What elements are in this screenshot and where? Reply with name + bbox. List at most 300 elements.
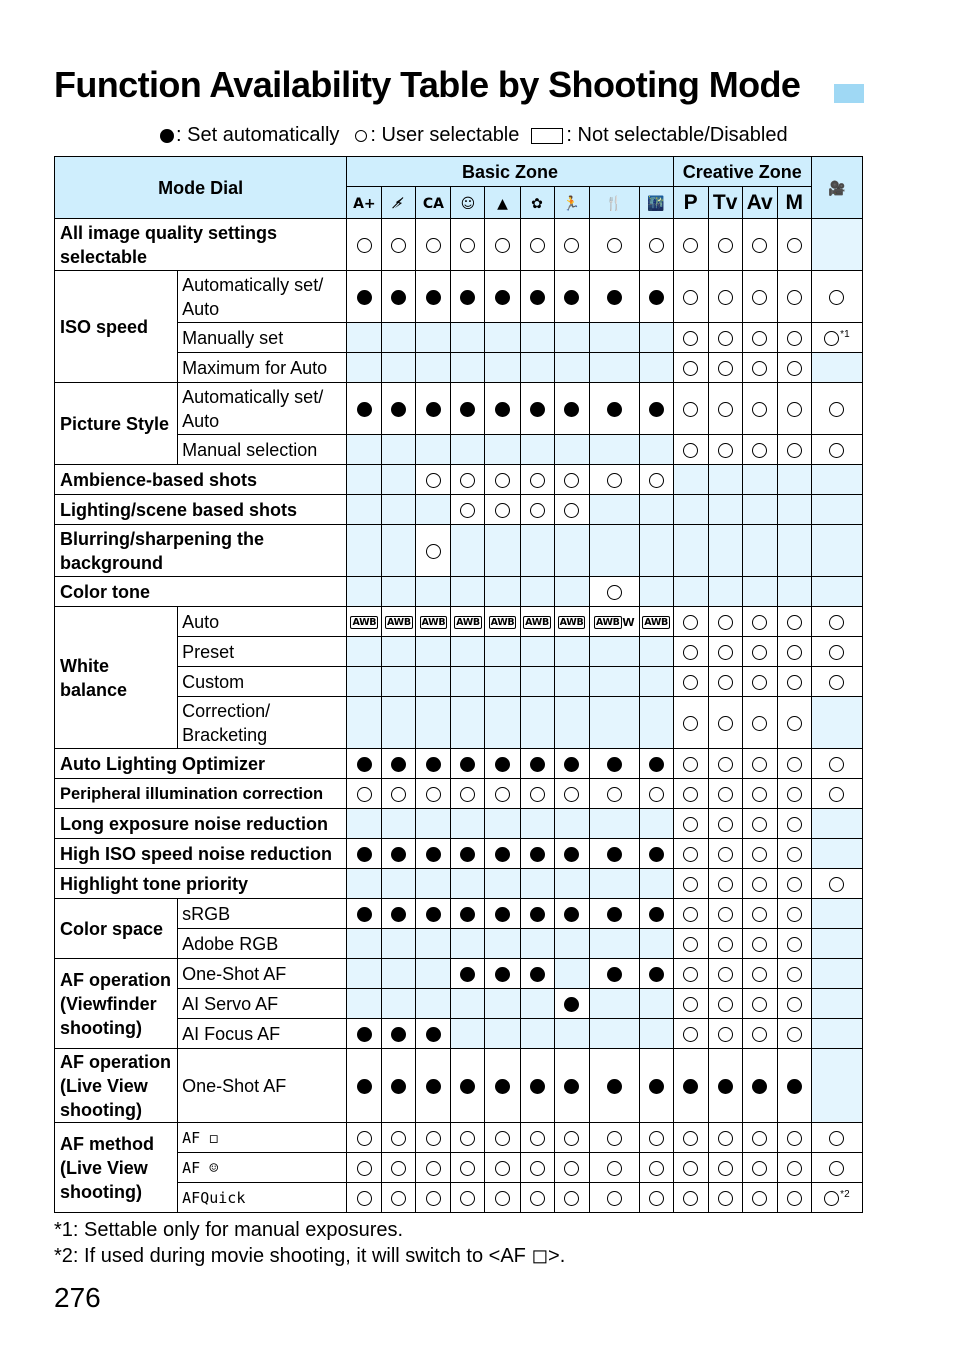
cell-selectable: [777, 435, 811, 465]
cell-disabled: [485, 929, 520, 959]
row-sublabel: [178, 1019, 347, 1049]
cell-disabled: [520, 637, 554, 667]
cell-disabled: [708, 465, 742, 495]
cell-selectable: [639, 1183, 673, 1213]
selectable-ring-icon: [787, 675, 802, 690]
cell-auto: [416, 749, 451, 779]
auto-dot-icon: [357, 1027, 372, 1042]
cell-selectable: [708, 637, 742, 667]
auto-dot-icon: [530, 290, 545, 305]
cell-auto: [639, 899, 673, 929]
cell-selectable: [708, 899, 742, 929]
cell-disabled: [382, 929, 416, 959]
cell-disabled: [451, 637, 485, 667]
cell-awb: [554, 607, 589, 637]
cell-disabled: [589, 323, 639, 353]
auto-dot-icon: [530, 402, 545, 417]
cell-disabled: [673, 495, 708, 525]
creative-auto-icon: CA: [422, 195, 444, 212]
cell-disabled: [639, 353, 673, 383]
cell-disabled: [416, 959, 451, 989]
cell-disabled: [485, 435, 520, 465]
cell-auto: [451, 1049, 485, 1123]
selectable-ring-icon: [718, 1161, 733, 1176]
cell-auto: [416, 899, 451, 929]
cell-selectable: [742, 839, 777, 869]
cell-disabled: [554, 667, 589, 697]
cell-selectable: [347, 1183, 382, 1213]
cell-disabled: [382, 465, 416, 495]
cell-selectable: [777, 779, 811, 809]
cell-disabled: [485, 525, 520, 577]
cell-selectable: [777, 749, 811, 779]
auto-dot-icon: [460, 402, 475, 417]
row-sublabel-text: Automatically set/ Auto: [182, 274, 324, 319]
cell-selectable: [811, 1183, 862, 1213]
cell-auto: [589, 899, 639, 929]
mode-header-basic: [520, 187, 554, 219]
cell-auto: [708, 1049, 742, 1123]
cell-auto: [347, 271, 382, 323]
cell-selectable: [742, 697, 777, 749]
cell-selectable: [673, 383, 708, 435]
selectable-ring-icon: [718, 1191, 733, 1206]
cell-selectable: [416, 465, 451, 495]
cell-disabled: [347, 465, 382, 495]
row-label: AF operation (Live View shooting): [55, 1049, 178, 1123]
cell-selectable: [485, 1183, 520, 1213]
cell-auto: [382, 271, 416, 323]
cell-disabled: [451, 525, 485, 577]
selectable-ring-icon: [752, 238, 767, 253]
selectable-ring-icon: [787, 757, 802, 772]
cell-selectable: [777, 929, 811, 959]
selectable-ring-icon: [752, 787, 767, 802]
basic-zone-header: Basic Zone: [347, 157, 673, 187]
selectable-ring-icon: [787, 1131, 802, 1146]
auto-dot-icon: [564, 402, 579, 417]
cell-auto: [485, 839, 520, 869]
cell-disabled: [485, 989, 520, 1019]
cell-disabled: [554, 869, 589, 899]
cell-disabled: [811, 495, 862, 525]
mode-m-label: M: [785, 190, 804, 214]
mode-header-basic: [589, 187, 639, 219]
table-row: [55, 465, 863, 495]
selectable-ring-icon: [460, 473, 475, 488]
cell-selectable: [742, 899, 777, 929]
cell-selectable: [811, 637, 862, 667]
selectable-ring-icon: [607, 1191, 622, 1206]
auto-dot-icon: [391, 847, 406, 862]
row-sublabel-text: One-Shot AF: [182, 1075, 287, 1096]
auto-dot-icon: [564, 847, 579, 862]
cell-selectable: [777, 607, 811, 637]
cell-selectable: [589, 779, 639, 809]
row-sublabel-text: Adobe RGB: [182, 933, 279, 954]
cell-selectable: [673, 989, 708, 1019]
cell-disabled: [382, 323, 416, 353]
auto-dot-icon: [495, 1079, 510, 1094]
cell-awb: [485, 607, 520, 637]
selectable-ring-icon: [787, 402, 802, 417]
cell-disabled: [639, 809, 673, 839]
cell-disabled: [742, 577, 777, 607]
selectable-ring-icon: [683, 787, 698, 802]
cell-disabled: [347, 959, 382, 989]
selectable-ring-icon: [391, 1131, 406, 1146]
auto-dot-icon: [357, 402, 372, 417]
selectable-ring-icon: [752, 615, 767, 630]
mode-p-label: P: [683, 190, 698, 214]
auto-dot-icon: [564, 1079, 579, 1094]
cell-selectable: [742, 1153, 777, 1183]
cell-selectable: [639, 779, 673, 809]
selectable-ring-icon: [495, 787, 510, 802]
selectable-ring-icon: [752, 757, 767, 772]
cell-selectable: [520, 779, 554, 809]
auto-dot-icon: [426, 907, 441, 922]
selectable-ring-icon: [683, 1027, 698, 1042]
cell-disabled: [811, 929, 862, 959]
cell-disabled: [520, 435, 554, 465]
cell-selectable: [673, 1019, 708, 1049]
auto-dot-icon: [391, 1079, 406, 1094]
selectable-ring-icon: [426, 1161, 441, 1176]
auto-dot-icon: [787, 1079, 802, 1094]
cell-selectable: [742, 219, 777, 271]
cell-selectable: [708, 989, 742, 1019]
cell-disabled: [347, 989, 382, 1019]
cell-disabled: [589, 667, 639, 697]
cell-disabled: [589, 809, 639, 839]
auto-dot-icon: [649, 907, 664, 922]
cell-selectable: [811, 323, 862, 353]
cell-selectable: [639, 1123, 673, 1153]
cell-disabled: [347, 435, 382, 465]
cell-disabled: [811, 1019, 862, 1049]
footnote-2: *2: If used during movie shooting, it will switch to <AF ◻>.: [54, 1245, 566, 1267]
cell-disabled: [485, 667, 520, 697]
cell-disabled: [416, 637, 451, 667]
selectable-ring-icon: [787, 817, 802, 832]
cell-disabled: [554, 637, 589, 667]
selectable-ring-icon: [426, 544, 441, 559]
cell-selectable: [742, 959, 777, 989]
legend-auto-label: : Set automatically: [176, 124, 340, 146]
cell-selectable: [382, 219, 416, 271]
cell-selectable: [742, 869, 777, 899]
cell-auto: [589, 959, 639, 989]
selectable-ring-icon: [787, 290, 802, 305]
cell-disabled: [589, 697, 639, 749]
cell-disabled: [347, 495, 382, 525]
cell-selectable: [777, 353, 811, 383]
cell-selectable: [777, 323, 811, 353]
cell-selectable: [554, 219, 589, 271]
selectable-ring-icon: [530, 473, 545, 488]
selectable-ring-icon: [683, 331, 698, 346]
selectable-ring-icon: [752, 331, 767, 346]
cell-selectable: [673, 323, 708, 353]
cell-disabled: [382, 667, 416, 697]
cell-disabled: [811, 577, 862, 607]
table-row: [55, 1049, 863, 1123]
cell-disabled: [811, 989, 862, 1019]
cell-selectable: [451, 495, 485, 525]
auto-dot-icon: [495, 907, 510, 922]
cell-selectable: [520, 465, 554, 495]
selectable-ring-icon: [718, 238, 733, 253]
cell-disabled: [554, 929, 589, 959]
cell-auto: [589, 271, 639, 323]
selectable-ring-icon: [824, 331, 839, 346]
cell-disabled: [520, 353, 554, 383]
mode-header-basic: [451, 187, 485, 219]
cell-selectable: [742, 809, 777, 839]
cell-auto: [520, 959, 554, 989]
selectable-ring-icon: [564, 787, 579, 802]
cell-auto: [554, 749, 589, 779]
selectable-ring-icon: [718, 877, 733, 892]
selectable-ring-icon: [530, 1161, 545, 1176]
legend: [160, 124, 788, 147]
landscape-icon: ▲: [497, 195, 508, 212]
auto-dot-icon: [495, 402, 510, 417]
cell-disabled: [382, 525, 416, 577]
cell-disabled: [589, 929, 639, 959]
cell-disabled: [554, 1019, 589, 1049]
cell-auto: [485, 899, 520, 929]
cell-disabled: [742, 495, 777, 525]
awb-icon: AWB: [387, 617, 411, 629]
cell-disabled: [639, 1019, 673, 1049]
selectable-ring-icon: [391, 787, 406, 802]
selectable-ring-icon: [829, 615, 844, 630]
selectable-ring-icon: [683, 645, 698, 660]
table-row: [55, 383, 863, 435]
cell-disabled: [416, 929, 451, 959]
cell-disabled: [382, 809, 416, 839]
cell-selectable: [673, 637, 708, 667]
auto-dot-icon: [460, 907, 475, 922]
selectable-ring-icon: [787, 937, 802, 952]
cell-selectable: [708, 607, 742, 637]
awb-icon: AWB: [490, 617, 515, 629]
row-sublabel: [178, 435, 347, 465]
cell-auto: [382, 749, 416, 779]
cell-selectable: [708, 219, 742, 271]
awb-white-priority-label: w: [622, 613, 635, 631]
cell-disabled: [708, 525, 742, 577]
row-sublabel: [178, 323, 347, 353]
cell-auto: [639, 959, 673, 989]
row-sublabel-text: Custom: [182, 671, 245, 692]
row-sublabel-text: Manual selection: [182, 439, 318, 460]
row-sublabel-text: AI Servo AF: [182, 993, 279, 1014]
cell-disabled: [520, 1019, 554, 1049]
selectable-ring-icon: [683, 402, 698, 417]
cell-selectable: [811, 271, 862, 323]
row-sublabel-text: AF ◻: [182, 1129, 219, 1147]
cell-disabled: [673, 577, 708, 607]
selectable-ring-icon: [752, 716, 767, 731]
cell-auto: [485, 383, 520, 435]
cell-selectable: [416, 779, 451, 809]
cell-disabled: [673, 525, 708, 577]
cell-auto: [520, 839, 554, 869]
auto-dot-icon: [607, 1079, 622, 1094]
selectable-ring-icon: [683, 967, 698, 982]
footnote-ref: *1: [840, 328, 850, 340]
cell-disabled: [382, 353, 416, 383]
awb-icon: AWB: [644, 617, 668, 629]
cell-selectable: [708, 809, 742, 839]
cell-disabled: [811, 809, 862, 839]
auto-dot-icon: [530, 967, 545, 982]
selectable-ring-icon: [829, 645, 844, 660]
cell-auto: [451, 839, 485, 869]
cell-selectable: [742, 323, 777, 353]
cell-selectable: [708, 869, 742, 899]
cell-auto: [742, 1049, 777, 1123]
selectable-ring-icon: [787, 716, 802, 731]
row-sublabel-text: Automatically set/ Auto: [182, 386, 324, 431]
cell-selectable: [673, 435, 708, 465]
auto-dot-icon: [752, 1079, 767, 1094]
selectable-ring-icon: [357, 1131, 372, 1146]
cell-auto: [416, 383, 451, 435]
cell-selectable: [708, 1183, 742, 1213]
cell-disabled: [520, 809, 554, 839]
selectable-ring-icon: [752, 290, 767, 305]
cell-auto: [382, 383, 416, 435]
table-row: [55, 607, 863, 637]
cell-awb: [451, 607, 485, 637]
selectable-ring-icon: [787, 361, 802, 376]
cell-disabled: [639, 929, 673, 959]
auto-dot-icon: [391, 907, 406, 922]
auto-dot-icon: [357, 847, 372, 862]
selectable-ring-icon: [752, 817, 767, 832]
selectable-ring-icon: [752, 1161, 767, 1176]
cell-auto: [589, 1049, 639, 1123]
selectable-ring-icon: [718, 402, 733, 417]
cell-disabled: [520, 577, 554, 607]
table-row: [55, 809, 863, 839]
mode-header-basic: [639, 187, 673, 219]
cell-auto: [777, 1049, 811, 1123]
cell-auto: [554, 899, 589, 929]
cell-disabled: [382, 435, 416, 465]
selectable-ring-icon: [752, 877, 767, 892]
auto-dot-icon: [607, 847, 622, 862]
cell-selectable: [811, 779, 862, 809]
auto-dot-icon: [495, 757, 510, 772]
cell-selectable: [742, 929, 777, 959]
cell-disabled: [639, 667, 673, 697]
cell-selectable: [382, 779, 416, 809]
cell-selectable: [673, 271, 708, 323]
row-label: AF operation (Viewfinder shooting): [55, 959, 178, 1049]
selectable-ring-icon: [718, 787, 733, 802]
selectable-ring-icon: [607, 787, 622, 802]
selectable-ring-icon: [426, 1131, 441, 1146]
cell-awb: [639, 607, 673, 637]
auto-dot-icon: [564, 757, 579, 772]
row-label: Color tone: [55, 577, 347, 607]
cell-disabled: [382, 869, 416, 899]
auto-dot-icon: [649, 290, 664, 305]
auto-dot-icon: [357, 1079, 372, 1094]
auto-dot-icon: [607, 907, 622, 922]
cell-disabled: [416, 697, 451, 749]
cell-selectable: [708, 1153, 742, 1183]
mode-header-basic: [554, 187, 589, 219]
row-sublabel: [178, 1153, 347, 1183]
mode-header-creative: [742, 187, 777, 219]
selectable-ring-icon: [752, 847, 767, 862]
selectable-ring-icon: [564, 1131, 579, 1146]
cell-disabled: [416, 667, 451, 697]
cell-selectable: [742, 353, 777, 383]
cell-auto: [347, 839, 382, 869]
cell-selectable: [451, 1123, 485, 1153]
row-label: Blurring/sharpening the background: [55, 525, 347, 577]
cell-disabled: [589, 1019, 639, 1049]
selectable-ring-icon: [607, 473, 622, 488]
cell-selectable: [777, 959, 811, 989]
selectable-ring-icon: [683, 847, 698, 862]
auto-dot-icon: [649, 402, 664, 417]
mode-dial-header: Mode Dial: [55, 157, 347, 219]
auto-dot-icon: [460, 967, 475, 982]
closeup-icon: ✿: [531, 195, 543, 212]
awb-icon: AWB: [421, 617, 446, 629]
selectable-ring-icon: [391, 1191, 406, 1206]
cell-disabled: [485, 577, 520, 607]
cell-selectable: [382, 1123, 416, 1153]
selectable-ring-icon: [530, 503, 545, 518]
cell-selectable: [347, 779, 382, 809]
selectable-ring-icon: [718, 443, 733, 458]
auto-dot-icon: [391, 757, 406, 772]
cell-awb: [347, 607, 382, 637]
cell-auto: [382, 1049, 416, 1123]
selectable-ring-icon: [718, 361, 733, 376]
selectable-ring-icon: [752, 997, 767, 1012]
cell-disabled: [451, 989, 485, 1019]
row-sublabel-text: Correction/ Bracketing: [182, 700, 271, 745]
selectable-ring-icon: [718, 331, 733, 346]
cell-selectable: [673, 607, 708, 637]
cell-auto: [485, 271, 520, 323]
auto-dot-icon: [564, 907, 579, 922]
cell-disabled: [416, 495, 451, 525]
selectable-ring-icon: [829, 787, 844, 802]
cell-awb: [520, 607, 554, 637]
auto-dot-icon: [683, 1079, 698, 1094]
cell-selectable: [777, 271, 811, 323]
selectable-ring-icon: [718, 937, 733, 952]
cell-selectable: [673, 899, 708, 929]
row-sublabel-text: AFQuick: [182, 1189, 246, 1207]
selectable-ring-icon: [829, 443, 844, 458]
cell-awb: [589, 607, 639, 637]
cell-selectable: [673, 1153, 708, 1183]
row-label: All image quality settings selectable: [55, 219, 347, 271]
cell-selectable: [777, 989, 811, 1019]
